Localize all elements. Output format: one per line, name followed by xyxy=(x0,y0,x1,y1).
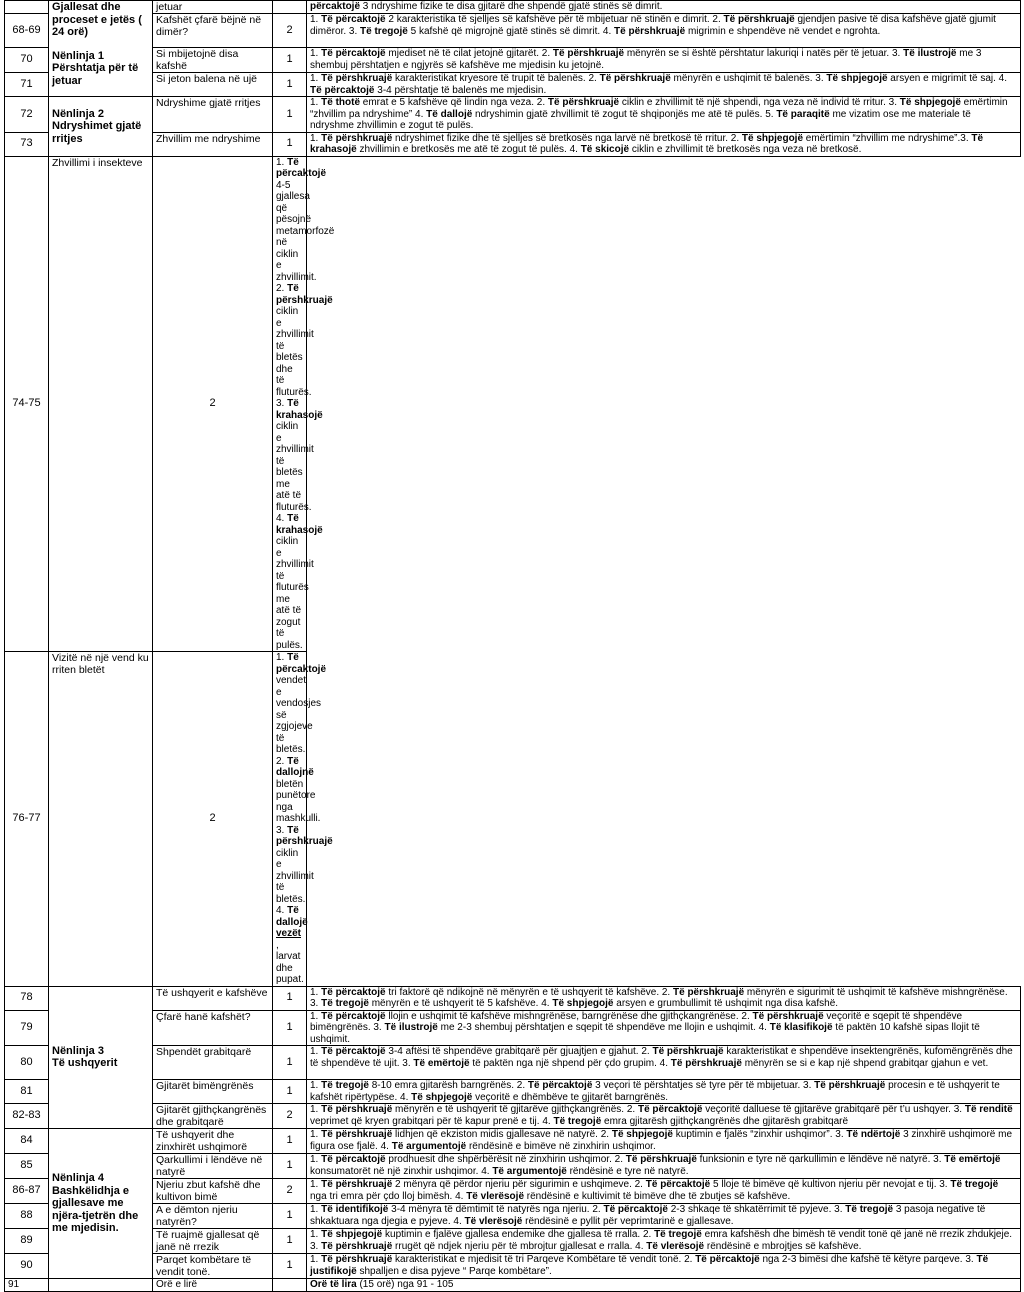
objectives-cell: 1. Të përshkruajë ndryshimet fizike dhe të sjelljes së bretkosës nga larvë në bretkosë të rritur. 2. Të shpjegojë emërtimin “zhvillim me ndryshime”.3. Të krahasojë zhvillimin e bretkosës me atë të zogut të pulës. 4. Të skicojë ciklin e zhvillimit të bretkosës nga veza në bretkosë. xyxy=(307,132,1021,156)
table-row xyxy=(5,1010,1021,1046)
substrand-3-label: Nënlinja 3 xyxy=(52,1044,104,1057)
row-number: 73 xyxy=(5,132,49,156)
table-row xyxy=(5,1080,1021,1104)
topic-cell: A e dëmton njeriu natyrën? xyxy=(153,1204,273,1229)
topic-cell: Të ushqyerit e kafshëve xyxy=(153,986,273,1010)
hours-cell: 1 xyxy=(273,1129,307,1154)
hours-cell: 2 xyxy=(153,156,273,652)
topic-cell: Zhvillim me ndryshime xyxy=(153,132,273,156)
row-number: 78 xyxy=(5,986,49,1010)
objectives-cell: 1. Të përcaktojë prodhuesit dhe shpërbërësit në zinxhirin ushqimor. 2. Të përshkruajë funksionin e tyre në qarkullimin e lëndëve në natyrë. 3. Të emërtojë konsumatorët në një zinxhir ushqimor. 4. Të argumentojë rëndësinë e tyre në natyrë. xyxy=(307,1154,1021,1179)
table-row xyxy=(5,1229,1021,1254)
row-number: 82-83 xyxy=(5,1104,49,1129)
objectives-cell: 1. Të përshkruajë mënyrën e të ushqyerit të gjitarëve gjithçkangrënës. 2. Të përcaktojë veçoritë dalluese të gjitarëve grabitqarë për t’u ushqyer. 3. Të renditë veprimet që kryen grabitqari për të kapur prenë e tij. 4. Të tregojë emra gjitarësh gjithçkangrënës dhe gjitarësh grabitqarë xyxy=(307,1104,1021,1129)
footer-desc-rest: (15 orë) nga 91 - 105 xyxy=(356,1279,454,1290)
hours-cell: 2 xyxy=(273,14,307,48)
hours-cell: 2 xyxy=(273,1179,307,1204)
topic-cell: jetuar xyxy=(153,1,273,14)
row-number: 84 xyxy=(5,1129,49,1154)
table-row xyxy=(5,14,1021,48)
hours-cell: 2 xyxy=(273,1104,307,1129)
hours-cell: 1 xyxy=(273,1080,307,1104)
table-row xyxy=(5,156,1021,652)
objectives-cell: 1. Të përshkruajë lidhjen që ekziston midis gjallesave në natyrë. 2. Të shpjegojë kuptimin e fjalës “zinxhir ushqimor”. 3. Të ndërtojë 3 zinxhirë ushqimorë me figura ose fjalë. 4. Të argumentojë rëndësinë e bimëve në zinxhirin ushqimor. xyxy=(307,1129,1021,1154)
footer-label: Orë e lirë xyxy=(153,1279,273,1292)
table-row xyxy=(5,1129,1021,1154)
row-number: 71 xyxy=(5,73,49,97)
hours-cell: 1 xyxy=(273,1229,307,1254)
footer-description xyxy=(307,1279,1021,1292)
row-number: 88 xyxy=(5,1204,49,1229)
topic-cell: Gjitarët gjithçkangrënës dhe grabitqarë xyxy=(153,1104,273,1129)
row-number: 86-87 xyxy=(5,1179,49,1204)
hours-cell: 1 xyxy=(273,97,307,133)
objectives-cell: 1. Të përcaktojë tri faktorë që ndikojnë në mënyrën e të ushqyerit të kafshëve. 2. Të përshkruajë mënyrën e sigurimit të ushqimit të kafshëve mishngrënëse. 3. Të tregojë mënyrën e të ushqyerit të 5 kafshëve. 4. Të shpjegojë arsyen e grumbullimit të ushqimit nga disa kafshë. xyxy=(307,986,1021,1010)
topic-cell: Si jeton balena në ujë xyxy=(153,73,273,97)
substrand-cell xyxy=(49,97,153,157)
table-row xyxy=(5,1204,1021,1229)
row-number xyxy=(5,1,49,14)
table-row xyxy=(5,1254,1021,1279)
row-number: 79 xyxy=(5,1010,49,1046)
hours-cell: 1 xyxy=(273,986,307,1010)
hours-cell: 1 xyxy=(273,1046,307,1080)
row-number: 68-69 xyxy=(5,14,49,48)
table-row xyxy=(5,97,1021,133)
objectives-cell: përcaktojë 3 ndryshime fizike te disa gjitarë dhe shpendë gjatë stinës së dimrit. xyxy=(307,1,1021,14)
objectives-cell: 1. Të përshkruajë 2 mënyra që përdor njeriu për sigurimin e ushqimeve. 2. Të përcaktojë 5 lloje të bimëve që kultivon njeriu për nevojat e tij. 3. Të tregojë nga tri emra për çdo lloj bimësh. 4. Të vlerësojë rëndësinë e kultivimit të bimëve dhe të zbutjes së kafshëve. xyxy=(307,1179,1021,1204)
table-row xyxy=(5,73,1021,97)
hours-cell: 1 xyxy=(273,73,307,97)
table-row xyxy=(5,1179,1021,1204)
table-row xyxy=(5,1154,1021,1179)
topic-cell: Shpendët grabitqarë xyxy=(153,1046,273,1080)
topic-cell: Ndryshime gjatë rritjes xyxy=(153,97,273,133)
curriculum-table xyxy=(4,0,1021,1292)
topic-cell: Njeriu zbut kafshë dhe kultivon bimë xyxy=(153,1179,273,1204)
substrand-4-name: Bashkëlidhja e gjallesave me njëra-tjetrën dhe me mjedisin. xyxy=(52,1184,139,1235)
row-number: 74-75 xyxy=(5,156,49,652)
table-row xyxy=(5,986,1021,1010)
hours-cell: 1 xyxy=(273,1204,307,1229)
row-number: 89 xyxy=(5,1229,49,1254)
topic-cell: Kafshët çfarë bëjnë në dimër? xyxy=(153,14,273,48)
substrand-2-name: Ndryshimet gjatë rritjes xyxy=(52,120,142,145)
objectives-cell: 1. Të përcaktojë llojin e ushqimit të kafshëve mishngrënëse, barngrënëse dhe gjithçkangrënëse. 2. Të përshkruajë veçoritë e sqepit të shpendëve bimëngrënës. 3. Të ilustrojë me 2-3 shembuj përshtatjen e sqepit të shpendëve me llojin e ushqimit. 4. Të klasifikojë të paktën 10 kafshë sipas llojit të ushqimit. xyxy=(307,1010,1021,1046)
objectives-cell: 1. Të tregojë 8-10 emra gjitarësh barngrënës. 2. Të përcaktojë 3 veçori të përshtatjes së tyre për të mbijetuar. 3. Të përshkruajë procesin e të ushqyerit te kafshët ripërtypëse. 4. Të shpjegojë veçoritë e dhëmbëve te gjitarët barngrënës. xyxy=(307,1080,1021,1104)
hours-cell: 1 xyxy=(273,1010,307,1046)
objectives-cell: 1. Të përcaktojë 2 karakteristika të sjelljes së kafshëve për të mbijetuar në stinën e dimrit. 2. Të përshkruajë gjendjen pasive të disa kafshëve gjatë gjumit dimëror. 3. Të tregojë 5 kafshë që migrojnë gjatë stinës së dimrit. 4. Të përshkruajë migrimin e shpendëve në vendet e ngrohta. xyxy=(307,14,1021,48)
substrand-2-label: Nënlinja 2 xyxy=(52,107,104,120)
substrand-3-name: Të ushqyerit xyxy=(52,1057,118,1070)
strand-title-text: Gjallesat dhe proceset e jetës ( 24 orë) xyxy=(52,1,142,38)
substrand-1-label: Nënlinja 1 xyxy=(52,49,104,62)
topic-cell: Çfarë hanë kafshët? xyxy=(153,1010,273,1046)
hours-cell: 1 xyxy=(273,48,307,73)
topic-cell: Zhvillimi i insekteve xyxy=(49,156,153,652)
topic-cell: Të ruajmë gjallesat që janë në rrezik xyxy=(153,1229,273,1254)
substrand-cell xyxy=(49,986,153,1129)
objectives-cell: 1. Të përcaktojë 4-5 gjallesa që pësojnë metamorfozë në ciklin e zhvillimit. 2. Të përshkruajë ciklin e zhvillimit të bletës dhe të fluturës. 3. Të krahasojë ciklin e zhvillimit të bletës me atë të fluturës. 4. Të krahasojë ciklin e zhvillimit të fluturës me atë të zogut të pulës. xyxy=(273,156,307,652)
objectives-cell: 1. Të përcaktojë 3-4 aftësi të shpendëve grabitqarë për gjuajtjen e gjahut. 2. Të përshkruajë karakteristikat e shpendëve insektengrënës, kufomëngrënës dhe të shpendëve të ujit. 3. Të emërtojë të paktën nga një shpend për çdo grupim. 4. Të përshkruajë mënyrën se si e kap një shpend grabitqar gjahun e vet. xyxy=(307,1046,1021,1080)
topic-cell: Parqet kombëtare të vendit tonë. xyxy=(153,1254,273,1279)
footer-spacer xyxy=(49,1279,153,1292)
row-number: 85 xyxy=(5,1154,49,1179)
footer-hours xyxy=(273,1279,307,1292)
row-number: 72 xyxy=(5,97,49,133)
table-row xyxy=(5,652,1021,987)
objectives-cell: 1. Të thotë emrat e 5 kafshëve që lindin nga veza. 2. Të përshkruajë ciklin e zhvillimit të një shpendi, nga veza në individ të rritur. 3. Të shpjegojë emërtimin “zhvillim pa ndryshime” 4. Të dallojë ndryshimin gjatë zhvillimit të zogut të shqiponjës me atë të pulës. 5. Të paraqitë me vizatim ose me materiale të ndryshme zhvillimin e zogut të pulës. xyxy=(307,97,1021,133)
objectives-cell: 1. Të përshkruajë karakteristikat e mjedisit të tri Parqeve Kombëtare të vendit tonë. 2. Të përcaktojë nga 2-3 bimësi dhe kafshë të këtyre parqeve. 3. Të justifikojë shpalljen e disa pyjeve “ Parqe kombëtare”. xyxy=(307,1254,1021,1279)
substrand-4-label: Nënlinja 4 xyxy=(52,1172,104,1185)
hours-cell: 1 xyxy=(273,1254,307,1279)
table-row xyxy=(5,48,1021,73)
row-number: 70 xyxy=(5,48,49,73)
substrand-cell xyxy=(49,1129,153,1279)
hours-cell xyxy=(273,1,307,14)
hours-cell: 1 xyxy=(273,132,307,156)
hours-cell: 2 xyxy=(153,652,273,987)
objectives-cell: 1. Të përcaktojë mjediset në të cilat jetojnë gjitarët. 2. Të përshkruajë mënyrën se si është përshtatur lakuriqi i natës për të jetuar. 3. Të ilustrojë me 3 shembuj përshtatjen e ngjyrës së kafshëve me mjedisin ku jetojnë. xyxy=(307,48,1021,73)
substrand-1-name: Përshtatja për të jetuar xyxy=(52,62,139,87)
objectives-cell: 1. Të përcaktojë vendet e vendosjes së zgjojeve të bletës. 2. Të dallojnë bletën punëtore nga mashkulli. 3. Të përshkruajë ciklin e zhvillimit të bletës. 4. Të dallojë vezët , larvat dhe pupat. xyxy=(273,652,307,987)
row-number: 90 xyxy=(5,1254,49,1279)
footer-number: 91 xyxy=(5,1279,49,1292)
row-number: 76-77 xyxy=(5,652,49,987)
objectives-cell: 1. Të përshkruajë karakteristikat kryesore të trupit të balenës. 2. Të përshkruajë mënyrën e ushqimit të balenës. 3. Të shpjegojë arsyen e migrimit të saj. 4. Të përcaktojë 3-4 përshtatje të balenës me mjedisin. xyxy=(307,73,1021,97)
topic-cell: Vizitë në një vend ku rriten bletët xyxy=(49,652,153,987)
topic-cell: Si mbijetojnë disa kafshë xyxy=(153,48,273,73)
table-row xyxy=(5,1104,1021,1129)
objectives-cell: 1. Të identifikojë 3-4 mënyra të dëmtimit të natyrës nga njeriu. 2. Të përcaktojë 2-3 shkaqe të shkatërrimit të pyjeve. 3. Të tregojë 3 pasoja negative të shkaktuara nga djegia e pyjeve. 4. Të vlerësojë rëndësinë e pyllit për veprimtarinë e gjallesave. xyxy=(307,1204,1021,1229)
hours-cell: 1 xyxy=(273,1154,307,1179)
table-row xyxy=(5,132,1021,156)
table-row xyxy=(5,1046,1021,1080)
footer-desc-bold: Orë të lira xyxy=(310,1279,357,1290)
strand-title xyxy=(49,1,153,97)
row-number: 81 xyxy=(5,1080,49,1104)
footer-row xyxy=(5,1279,1021,1292)
topic-cell: Qarkullimi i lëndëve në natyrë xyxy=(153,1154,273,1179)
topic-cell: Gjitarët bimëngrënës xyxy=(153,1080,273,1104)
row-number: 80 xyxy=(5,1046,49,1080)
topic-cell: Të ushqyerit dhe zinxhirët ushqimorë xyxy=(153,1129,273,1154)
objectives-cell: 1. Të shpjegojë kuptimin e fjalëve gjallesa endemike dhe gjallesa të rralla. 2. Të tregojë emra kafshësh dhe bimësh të vendit tonë që janë në rrezik zhdukjeje. 3. Të përshkruajë rrugët që ndjek njeriu për të mbrojtur gjallesat e rralla. 4. Të vlerësojë rëndësinë e mbrojtjes së kafshëve. xyxy=(307,1229,1021,1254)
